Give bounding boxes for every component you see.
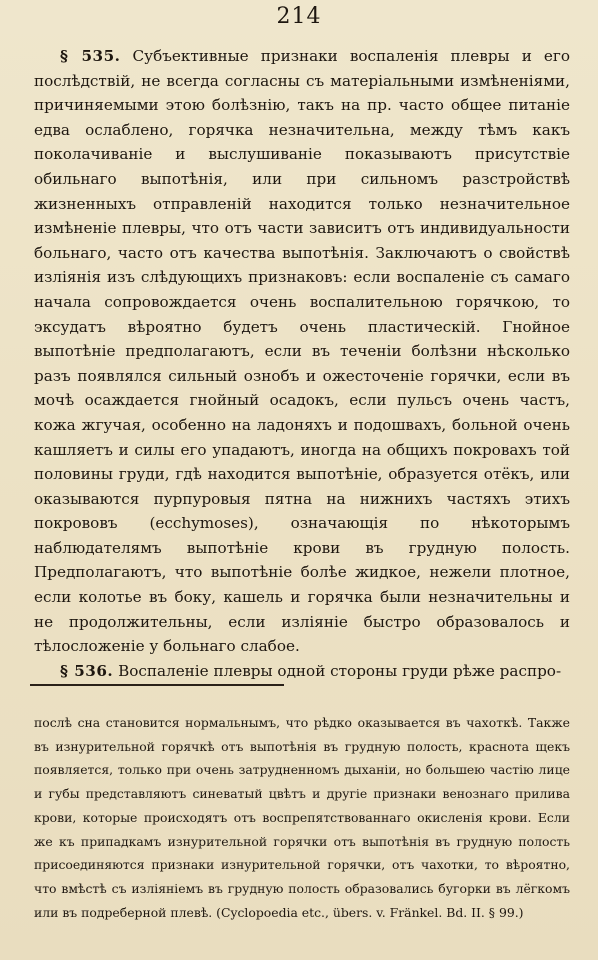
paragraph-text: Субъективные признаки воспаленія плевры и его послѣдствій, не всегда согласны съ матеріальными измѣненіями, причиняемыми этою болѣзнію, такъ на пр. часто общее питаніе едва ослаблено, горячка незначительна, между тѣмъ какъ поколачиваніе и выслушиваніе показываютъ присутствіе обильнаго выпотѣнія, или при сильномъ разстройствѣ жизненныхъ отправленій находится только незначительное измѣненіе плевры, что отъ части зависитъ отъ индивидуальности больнаго, часто отъ качества выпотѣнія. Заключаютъ о свойствѣ изліянія изъ слѣдующихъ признаковъ: если воспаленіе съ самаго начала сопровождается очень воспалительною горячкою, то эксудатъ вѣроятно будетъ очень пластическій. Гнойное выпотѣніе предполагаютъ, если въ теченіи болѣзни нѣсколько разъ появлялся сильный ознобъ и ожесточеніе горячки, если въ мочѣ осаждается гнойный осадокъ, если пульсъ очень частъ, кожа жгучая, особенно на ладоняхъ и подошвахъ, больной очень кашляетъ и силы его упадаютъ, иногда на общихъ покровахъ той половины груди, гдѣ находится выпотѣніе, образуется отёкъ, или оказываются пурпуровыя пятна на нижнихъ частяхъ этихъ покрововъ (ecchymoses), означающія по нѣкоторымъ наблюдателямъ выпотѣніе крови въ грудную полость. Предполагаютъ, что выпотѣніе болѣе жидкое, нежели плотное, если колотье въ боку, кашель и горячка были незначительны и не продолжительны, если изліяніе быстро образовалось и тѣлосложеніе у больнаго слабое. xyxy=(34,47,570,656)
main-text xyxy=(34,44,570,683)
paragraph-536 xyxy=(34,659,570,684)
footnote-text: послѣ сна становится нормальнымъ, что рѣдко оказывается въ чахоткѣ. Также въ изнурительной горячкѣ отъ выпотѣнія въ грудную полость, краснота щекъ появляется, только при очень затрудненномъ дыханіи, но большею частію лице и губы представляютъ синеватый цвѣтъ и другіе признаки венознаго прилива крови, которые происходятъ отъ воспрепятствованнаго окисленія крови. Если же къ припадкамъ изнурительной горячки отъ выпотѣнія въ грудную полость присоединяются признаки изнурительной горячки, отъ чахотки, то вѣроятно, что вмѣстѣ съ изліяніемъ въ грудную полость образовались бугорки въ лёгкомъ или въ подреберной плевѣ. (Cycloроеdia etc., übers. v. Fränkel. Bd. II. § 99.) xyxy=(34,715,570,920)
paragraph-text: Воспаленіе плевры одной стороны груди рѣже распро- xyxy=(118,661,562,680)
footnote xyxy=(34,711,570,924)
footnote-divider xyxy=(30,684,284,686)
section-number: § 535. xyxy=(60,47,121,65)
section-number: § 536. xyxy=(60,661,114,680)
paragraph-535 xyxy=(34,44,570,659)
page-number: 214 xyxy=(276,4,322,29)
